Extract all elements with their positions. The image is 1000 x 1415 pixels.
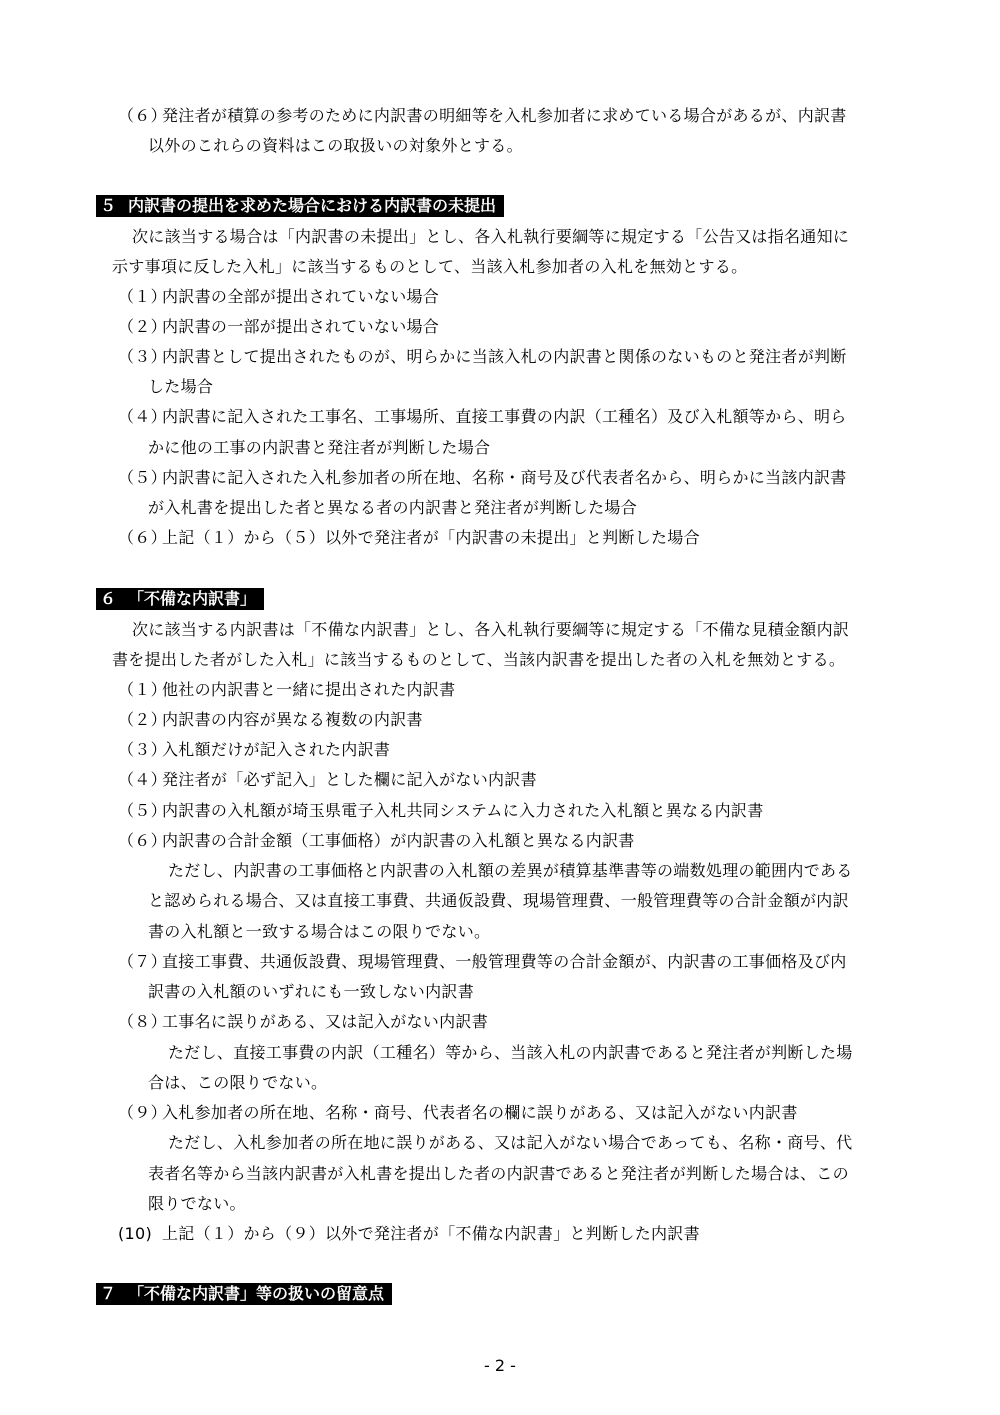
item-text: 発注者が「必ず記入」とした欄に記入がない内訳書 xyxy=(162,770,537,789)
item-text: 内訳書の一部が提出されていない場合 xyxy=(162,317,440,336)
section-5-item-5-cont: が入札書を提出した者と異なる者の内訳書と発注者が判断した場合 xyxy=(148,498,638,517)
section-6-item-7-cont: 訳書の入札額のいずれにも一致しない内訳書 xyxy=(148,982,475,1001)
section-5-item-1 xyxy=(118,287,439,307)
section-6-item-1 xyxy=(118,680,455,700)
section-title: 「不備な内訳書」 xyxy=(128,589,257,608)
section-6-item-6 xyxy=(118,831,635,851)
section-title: 内訳書の提出を求めた場合における内訳書の未提出 xyxy=(128,196,497,215)
item-number: （４） xyxy=(118,407,167,426)
item-4-6 xyxy=(118,106,847,126)
section-6-item-9 xyxy=(118,1103,798,1123)
item-number: （２） xyxy=(118,710,167,729)
section-6-item-7 xyxy=(118,952,847,972)
item-number: (10) xyxy=(118,1224,153,1243)
section-number: ５ xyxy=(100,196,117,215)
section-6-item-5 xyxy=(118,801,764,821)
section-6-intro-line-2: 書を提出した者がした入札」に該当するものとして、当該内訳書を提出した者の入札を無効とする。 xyxy=(112,650,846,669)
section-5-intro-line-1: 次に該当する場合は「内訳書の未提出」とし、各入札執行要綱等に規定する「公告又は指名通知に xyxy=(132,227,850,246)
section-5-item-3 xyxy=(118,347,847,367)
section-6-item-8 xyxy=(118,1012,488,1032)
item-number: （６） xyxy=(118,528,167,547)
item-number: （５） xyxy=(118,801,167,820)
item-text: 内訳書に記入された入札参加者の所在地、名称・商号及び代表者名から、明らかに当該内訳書 xyxy=(162,468,847,487)
section-5-item-4-cont: かに他の工事の内訳書と発注者が判断した場合 xyxy=(148,438,491,457)
item-number: （７） xyxy=(118,952,167,971)
section-number: ６ xyxy=(100,589,117,608)
section-6-item-8-note-1: ただし、直接工事費の内訳（工種名）等から、当該入札の内訳書であると発注者が判断した場 xyxy=(168,1043,853,1062)
section-6-item-9-note-2: 表者名等から当該内訳書が入札書を提出した者の内訳書であると発注者が判断した場合は、この xyxy=(148,1164,849,1183)
section-6-item-2 xyxy=(118,710,423,730)
item-number: （２） xyxy=(118,317,167,336)
section-5-header xyxy=(96,195,504,217)
item-text: 工事名に誤りがある、又は記入がない内訳書 xyxy=(162,1012,489,1031)
item-text: 内訳書に記入された工事名、工事場所、直接工事費の内訳（工種名）及び入札額等から、明ら xyxy=(162,407,847,426)
item-text: 入札額だけが記入された内訳書 xyxy=(162,740,391,759)
item-text: 直接工事費、共通仮設費、現場管理費、一般管理費等の合計金額が、内訳書の工事価格及び内 xyxy=(162,952,847,971)
section-6-header xyxy=(96,588,264,610)
section-6-item-9-note-1: ただし、入札参加者の所在地に誤りがある、又は記入がない場合であっても、名称・商号、代 xyxy=(168,1133,853,1152)
section-6-item-8-note-2: 合は、この限りでない。 xyxy=(148,1073,328,1092)
item-number: （１） xyxy=(118,287,167,306)
item-number: （９） xyxy=(118,1103,167,1122)
section-title: 「不備な内訳書」等の扱いの留意点 xyxy=(128,1284,385,1303)
item-text: 上記（１）から（９）以外で発注者が「不備な内訳書」と判断した内訳書 xyxy=(162,1224,700,1243)
section-6-item-3 xyxy=(118,740,390,760)
section-6-item-6-note-1: ただし、内訳書の工事価格と内訳書の入札額の差異が積算基準書等の端数処理の範囲内である xyxy=(168,861,853,880)
section-number: ７ xyxy=(100,1284,117,1303)
item-text: 内訳書として提出されたものが、明らかに当該入札の内訳書と関係のないものと発注者が判断 xyxy=(162,347,847,366)
item-number: （４） xyxy=(118,770,167,789)
item-number: （６） xyxy=(118,106,167,125)
item-number: （３） xyxy=(118,740,167,759)
item-text: 入札参加者の所在地、名称・商号、代表者名の欄に誤りがある、又は記入がない内訳書 xyxy=(162,1103,798,1122)
item-text: 内訳書の内容が異なる複数の内訳書 xyxy=(162,710,423,729)
section-6-item-10 xyxy=(118,1224,700,1244)
section-6-item-9-note-3: 限りでない。 xyxy=(148,1194,246,1213)
section-5-item-4 xyxy=(118,407,847,427)
section-6-intro-line-1: 次に該当する内訳書は「不備な内訳書」とし、各入札執行要綱等に規定する「不備な見積金額内訳 xyxy=(132,620,850,639)
item-text: 内訳書の全部が提出されていない場合 xyxy=(162,287,440,306)
section-7-header xyxy=(96,1283,392,1305)
item-text: 発注者が積算の参考のために内訳書の明細等を入札参加者に求めている場合があるが、内訳書 xyxy=(162,106,847,125)
item-text: 上記（１）から（５）以外で発注者が「内訳書の未提出」と判断した場合 xyxy=(162,528,700,547)
item-number: （３） xyxy=(118,347,167,366)
section-6-item-6-note-2: と認められる場合、又は直接工事費、共通仮設費、現場管理費、一般管理費等の合計金額が内訳 xyxy=(148,891,849,910)
section-5-intro-line-2: 示す事項に反した入札」に該当するものとして、当該入札参加者の入札を無効とする。 xyxy=(112,257,748,276)
section-5-item-3-cont: した場合 xyxy=(148,377,214,396)
item-text: 内訳書の入札額が埼玉県電子入札共同システムに入力された入札額と異なる内訳書 xyxy=(162,801,764,820)
section-6-item-4 xyxy=(118,770,537,790)
section-5-item-5 xyxy=(118,468,847,488)
item-number: （１） xyxy=(118,680,167,699)
section-5-item-2 xyxy=(118,317,439,337)
item-4-6-cont: 以外のこれらの資料はこの取扱いの対象外とする。 xyxy=(148,136,523,155)
item-number: （６） xyxy=(118,831,167,850)
item-text: 他社の内訳書と一緒に提出された内訳書 xyxy=(162,680,456,699)
section-6-item-6-note-3: 書の入札額と一致する場合はこの限りでない。 xyxy=(148,922,491,941)
item-number: （５） xyxy=(118,468,167,487)
item-text: 内訳書の合計金額（工事価格）が内訳書の入札額と異なる内訳書 xyxy=(162,831,635,850)
section-5-item-6 xyxy=(118,528,700,548)
page-number: - 2 - xyxy=(484,1356,516,1375)
item-number: （８） xyxy=(118,1012,167,1031)
